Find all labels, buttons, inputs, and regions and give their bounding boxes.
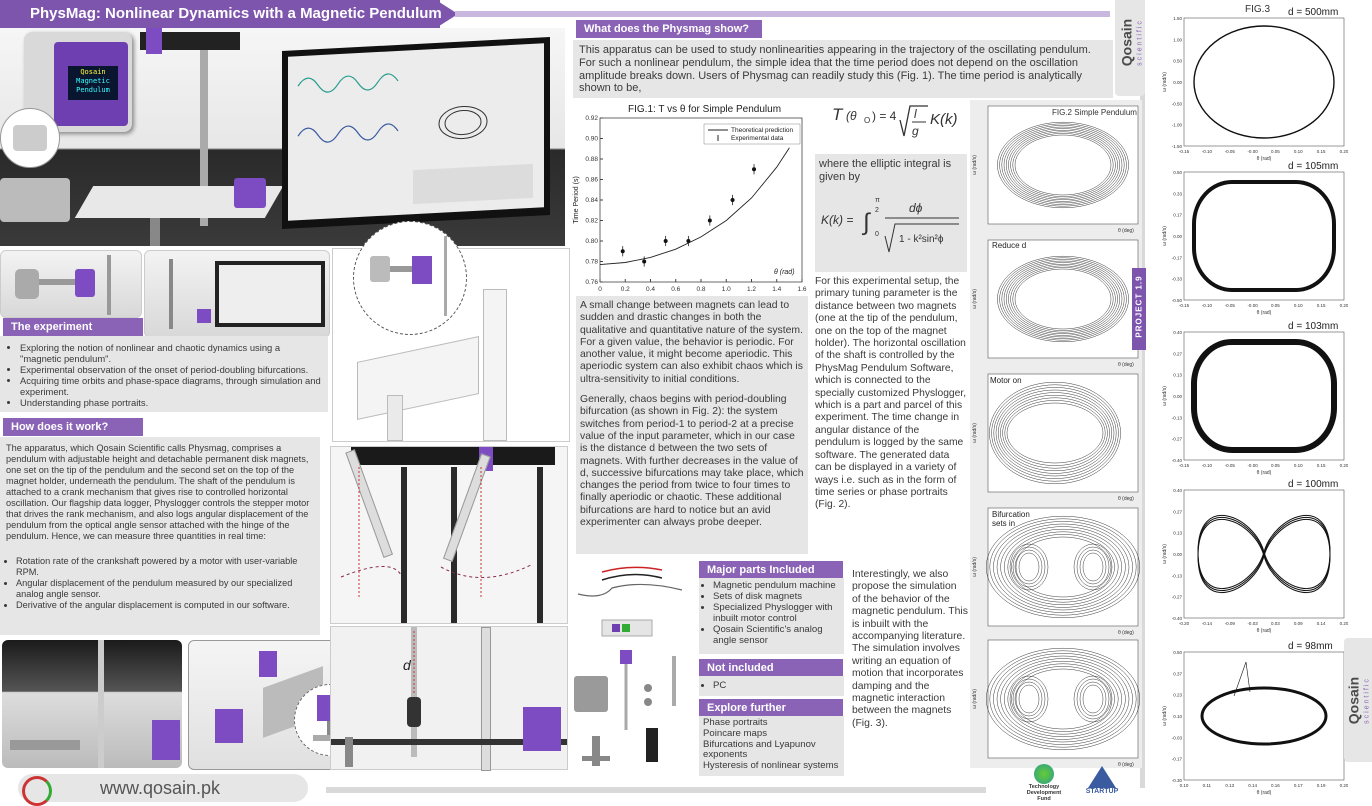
fig1-data-point <box>621 249 625 253</box>
fig1-x-tick-label: 1.0 <box>721 286 731 293</box>
svg-text:T: T <box>832 105 843 124</box>
fig3-y-tick-label: -0.27 <box>1171 594 1182 600</box>
brand-tab-right <box>1344 638 1372 762</box>
fig3-x-tick-label: 0.20 <box>1339 621 1348 626</box>
fig3-x-tick-label: -0.00 <box>1247 463 1258 468</box>
fig3-x-tick-label: 0.09 <box>1293 621 1303 626</box>
fig3-y-tick-label: -0.30 <box>1171 778 1182 783</box>
what-intro-box <box>573 40 1113 98</box>
fig3-x-tick-label: 0.10 <box>1179 783 1189 788</box>
fig3-x-tick-label: -0.05 <box>1224 149 1235 154</box>
svg-text:dϕ: dϕ <box>909 201 923 215</box>
list-item: • Acquiring time orbits and phase-space diagrams, through simulation and experiment. <box>20 375 322 397</box>
fig1-y-tick-label: 0.84 <box>585 197 598 204</box>
fig3-y-tick-label: -0.13 <box>1171 415 1182 421</box>
svg-text:π: π <box>875 197 880 204</box>
fig3-y-tick-label: 0.40 <box>1173 330 1182 335</box>
fig3-y-tick-label: -0.17 <box>1171 255 1182 261</box>
distance-label: d <box>403 657 411 673</box>
fig3-ylabel: ω (rad/s) <box>1162 72 1168 92</box>
fig3-panel-label: d = 105mm <box>1288 161 1339 172</box>
fig3-x-tick-label: 0.16 <box>1271 783 1280 788</box>
fig3-x-tick-label: -0.10 <box>1201 149 1212 154</box>
elliptic-formula <box>819 190 967 268</box>
fig3-y-tick-label: 0.13 <box>1173 372 1182 378</box>
device-screen-line: Qosain <box>80 68 106 76</box>
fig3-y-tick-label: -0.40 <box>1171 616 1182 621</box>
fig3-x-tick-label: 0.15 <box>1316 149 1326 154</box>
page-title: PhysMag: Nonlinear Dynamics with a Magnetic Pendulum <box>30 5 442 22</box>
fig3-y-tick-label: 0.00 <box>1173 394 1182 399</box>
fig3-axes-frame <box>1184 652 1344 780</box>
fig1-chart <box>568 100 812 296</box>
brand-name: Qosain <box>1345 676 1362 725</box>
fig3-y-tick-label: 0.50 <box>1173 58 1182 64</box>
fig3-x-tick-label: 0.13 <box>1225 783 1235 788</box>
fig3-axes-frame <box>1184 18 1344 146</box>
svg-text:) = 4: ) = 4 <box>872 109 897 123</box>
fig3-ylabel: ω (rad/s) <box>1162 544 1168 564</box>
fig3-x-tick-label: -0.15 <box>1178 463 1190 468</box>
fig3-y-tick-label: 0.27 <box>1173 351 1182 357</box>
brand-name: Qosain <box>1118 18 1135 67</box>
fig3-y-tick-label: 0.13 <box>1173 530 1182 536</box>
fig1-y-tick-label: 0.82 <box>585 217 598 225</box>
sensor-inset <box>0 108 60 168</box>
fig1-x-tick-label: 0.6 <box>671 286 681 293</box>
fig3-x-tick-label: 0.20 <box>1339 783 1348 788</box>
fig1-x-tick-label: 0 <box>598 286 602 293</box>
fig3-xlabel: θ (rad) <box>1256 628 1272 634</box>
fig3-x-tick-label: -0.00 <box>1247 149 1258 154</box>
explore-item: Bifurcations and Lyapunov exponents <box>703 738 816 761</box>
chaos-p1: A small change between magnets can lead to sudden and drastic changes in both the qualitative and quantitative nature of the system. For a given value, the behavior is periodic. For another value, it might become aperiodic. This aperiodic system can also exhibit chaos which is ultra-sensitivity to initial conditions. <box>580 300 803 385</box>
fig1-xlabel: θ (rad) <box>774 269 795 276</box>
fig3-xlabel: θ (rad) <box>1256 310 1272 316</box>
fig3-x-tick-label: -0.09 <box>1224 621 1235 626</box>
qosain-logo-top <box>1119 5 1144 81</box>
period-formula <box>824 98 964 156</box>
fig3-y-tick-label: 0.23 <box>1173 692 1182 698</box>
fig3-y-tick-label: -0.13 <box>1171 573 1182 579</box>
fig3-y-tick-label: -0.40 <box>1171 458 1182 463</box>
fig1-legend-label: Experimental data <box>731 135 784 142</box>
not-included-heading: Not included <box>699 659 843 677</box>
fig3-y-tick-label: 0.37 <box>1173 671 1182 677</box>
fig2-axes-frame <box>988 374 1138 492</box>
fig3-y-tick-label: 0.17 <box>1173 212 1182 218</box>
fig2-xlabel: θ (deg) <box>1118 762 1134 768</box>
fig3-y-tick-label: -0.33 <box>1171 276 1182 282</box>
fig3-x-tick-label: 0.05 <box>1271 303 1280 308</box>
brand-sub: scientific <box>1363 677 1371 724</box>
fig3-y-tick-label: 0.00 <box>1173 80 1182 85</box>
svg-text:(θ: (θ <box>846 109 857 123</box>
how-box <box>0 437 320 635</box>
header-rule <box>455 11 1110 17</box>
fig3-y-tick-label: 0.27 <box>1173 509 1182 515</box>
lums-label: STARTUP <box>1085 788 1119 795</box>
list-item: • Understanding phase portraits. <box>20 397 322 408</box>
fig3-x-tick-label: -0.10 <box>1201 463 1212 468</box>
fig3-x-tick-label: 0.19 <box>1316 783 1326 788</box>
list-item: • Qosain Scientific's analog angle sensor <box>713 625 844 647</box>
list-item: • Sets of disk magnets <box>713 592 844 603</box>
explore-heading: Explore further <box>699 699 843 717</box>
fig3-x-tick-label: 0.15 <box>1316 463 1326 468</box>
footer-logo <box>22 776 52 806</box>
fig1-y-tick-label: 0.92 <box>585 115 598 122</box>
svg-text:1 - k²sin²ϕ: 1 - k²sin²ϕ <box>899 234 944 245</box>
fig3-x-tick-label: -0.00 <box>1247 303 1258 308</box>
fig3-x-tick-label: 0.03 <box>1271 621 1280 626</box>
fig3-y-tick-label: 1.00 <box>1173 37 1182 43</box>
fig3-panel-label: d = 500mm <box>1288 7 1339 18</box>
fig1-x-tick-label: 0.2 <box>620 286 630 293</box>
fig3-x-tick-label: 0.05 <box>1271 149 1280 154</box>
fig3-y-tick-label: -1.00 <box>1171 122 1182 128</box>
fig1-data-point <box>752 167 756 171</box>
fig3-y-tick-label: 0.10 <box>1173 714 1182 719</box>
fig1-theory-line <box>600 148 789 265</box>
fig3-xlabel: θ (rad) <box>1256 156 1272 162</box>
svg-text:K(k): K(k) <box>930 111 958 128</box>
chaos-p2: Generally, chaos begins with period-doubling bifurcation (as shown in Fig. 2): the system switches from period-1 to period-2 at a precise value of the input parameter, which in our case is the distance d between the two sets of magnets. With further decreases in the value of d, successive bifurcations may take place, which changes the period from twice to four times to finally aperiodic or chaotic. These additional bifurcations are hard to notice but an avid experimenter can always probe deeper. <box>580 394 804 529</box>
fig3-x-tick-label: 0.20 <box>1339 149 1348 154</box>
parts-photo <box>572 560 694 772</box>
chaos-box <box>576 296 808 554</box>
brand-sub: scientific <box>1136 19 1144 66</box>
fig2-xlabel: θ (deg) <box>1118 362 1134 368</box>
fig3-x-tick-label: -0.05 <box>1224 303 1235 308</box>
qosain-logo-right <box>1346 661 1371 741</box>
fig3-x-tick-label: 0.20 <box>1339 303 1348 308</box>
setup-text: For this experimental setup, the primary tuning parameter is the distance between two magnets (one at the tip of the pendulum, one on the top of the magnet holder). The horizontal oscillation of the shaft is controlled by the PhysMag Pendulum Software, which is connected to the specially customized Physlogger, which is a part and parcel of this experiment. The time change in angular distance of the pendulum is logged by the same software. The generated data can be displayed in a variety of ways i.e. such as in the form of time series or phase portraits (Fig. 2). <box>815 276 967 511</box>
fig2-xlabel: θ (deg) <box>1118 496 1134 502</box>
fig3-title: FIG.3 <box>1245 4 1271 15</box>
fig2-xlabel: θ (deg) <box>1118 630 1134 636</box>
simulation-text: Interestingly, we also propose the simulation of the behavior of the magnetic pendulum. This is inbuilt with the accompanying literature. The simulation involves writing an equation of motion that incorporates damping and the magnetic interaction between the magnets (Fig. 3). <box>852 569 968 729</box>
fig3-x-tick-label: -0.14 <box>1201 621 1212 626</box>
fig3-x-tick-label: -0.10 <box>1201 303 1212 308</box>
fig1-y-tick-label: 0.90 <box>585 135 598 143</box>
base-photo <box>2 640 182 768</box>
project-tag <box>1132 268 1146 350</box>
fig2-chart <box>970 100 1142 768</box>
fig3-x-tick-label: 0.10 <box>1293 149 1303 154</box>
fig2-ylabel: ω (rad/s) <box>972 289 978 309</box>
fig1-data-point <box>731 198 735 202</box>
fig3-xlabel: θ (rad) <box>1256 470 1272 476</box>
fig2-ylabel: ω (rad/s) <box>972 557 978 577</box>
fig1-container <box>568 100 812 296</box>
fig3-x-tick-label: -0.05 <box>1224 463 1235 468</box>
device-screen-line: Magnetic <box>76 77 110 85</box>
fig3-ylabel: ω (rad/s) <box>1162 386 1168 406</box>
footer-url[interactable]: www.qosain.pk <box>100 778 221 798</box>
how-body: The apparatus, which Qosain Scientific calls Physmag, comprises a pendulum with adjustable height and detachable permanent disk magnets, one set on the tip of the pendulum and the second set on the top of the magnet holder, underneath the pendulum. The shaft of the pendulum is attached to a crank mechanism that gives rise to controlled horizontal oscillation. Our flagship data logger, Physlogger controls the stepper motor that drives the rank mechanism, and also logs angular displacement of the pendulum from the optical angle sensor attached with the hinge of the pendulum. Hence, we can measure three quantities in real time: <box>6 443 310 541</box>
svg-text:0: 0 <box>875 231 879 238</box>
not-included-box <box>699 676 844 696</box>
formula-period <box>824 98 964 156</box>
svg-text:∫: ∫ <box>863 209 870 236</box>
monitor-screen <box>288 43 544 220</box>
fig2-label-reduce: Reduce d <box>992 241 1027 250</box>
explore-item: Hysteresis of nonlinear systems <box>703 760 839 772</box>
monitor <box>282 37 550 229</box>
fig3-panel-label: d = 103mm <box>1288 321 1339 332</box>
software-screenshot <box>288 43 544 220</box>
fig3-y-tick-label: -0.17 <box>1171 756 1182 762</box>
fig3-x-tick-label: -0.20 <box>1178 621 1190 626</box>
fig2-axes-frame <box>988 640 1138 758</box>
major-parts-box <box>699 578 844 654</box>
device-screen-line: Pendulum <box>76 86 110 94</box>
list-item: • Exploring the notion of nonlinear and chaotic dynamics using a "magnetic pendulum". <box>20 342 322 364</box>
list-item: • Magnetic pendulum machine <box>713 581 844 592</box>
fig3-y-tick-label: -0.50 <box>1171 101 1182 107</box>
elliptic-text: where the elliptic integral is given by <box>819 158 952 183</box>
fig3-x-tick-label: -0.15 <box>1178 303 1190 308</box>
svg-text:l: l <box>914 107 917 121</box>
fig2-label-motor: Motor on <box>990 376 1022 385</box>
major-parts-heading: Major parts Included <box>699 561 843 579</box>
experiment-box <box>0 336 328 412</box>
fig3-chart <box>1148 0 1348 805</box>
tdf-label: Technology Development Fund <box>1026 784 1062 802</box>
fig3-ylabel: ω (rad/s) <box>1162 226 1168 246</box>
fig1-y-tick-label: 0.80 <box>585 238 598 245</box>
what-heading: What does the Physmag show? <box>576 20 762 38</box>
explore-item: Phase portraits <box>703 717 768 728</box>
experiment-heading: The experiment <box>3 318 143 336</box>
fig1-data-point <box>664 239 668 243</box>
fig3-x-tick-label: 0.10 <box>1293 303 1303 308</box>
apparatus-photo <box>0 28 565 246</box>
fig3-x-tick-label: 0.14 <box>1316 621 1326 626</box>
fig1-x-tick-label: 0.8 <box>696 286 706 293</box>
fig1-ylabel: Time Period (s) <box>573 176 580 224</box>
tdf-logo <box>1022 764 1066 804</box>
svg-text:K(k) =: K(k) = <box>821 213 854 227</box>
brand-tab-top <box>1115 0 1145 96</box>
list-item: • PC <box>713 680 844 691</box>
fig3-y-tick-label: -0.50 <box>1171 298 1182 303</box>
fig1-data-point <box>642 260 646 264</box>
fig3-panel-label: d = 98mm <box>1288 641 1333 652</box>
fig3-y-tick-label: 0.50 <box>1173 650 1182 655</box>
fig1-x-tick-label: 0.4 <box>645 286 656 293</box>
fig1-y-tick-label: 0.76 <box>585 279 598 286</box>
fig1-x-tick-label: 1.2 <box>746 286 757 293</box>
not-included-list <box>699 680 844 691</box>
fig3-x-tick-label: 0.14 <box>1248 783 1257 788</box>
crank-drawing <box>332 248 570 442</box>
fig2-ylabel: ω (rad/s) <box>972 155 978 175</box>
fig2-ylabel: ω (rad/s) <box>972 689 978 709</box>
fig3-y-tick-label: 1.50 <box>1173 16 1182 21</box>
device-screen <box>68 66 118 100</box>
magnet-closeup-photo <box>0 250 142 318</box>
list-item: • Experimental observation of the onset of period-doubling bifurcations. <box>20 364 322 375</box>
fig3-x-tick-label: 0.11 <box>1202 783 1212 788</box>
fig1-x-tick-label: 1.6 <box>797 286 807 293</box>
fig3-y-tick-label: 0.00 <box>1173 552 1182 557</box>
fig3-y-tick-label: 0.40 <box>1173 488 1182 493</box>
svg-text:O: O <box>864 116 871 125</box>
how-heading: How does it work? <box>3 418 143 436</box>
fig3-x-tick-label: 0.15 <box>1316 303 1326 308</box>
explore-box <box>699 716 844 776</box>
footer-rule <box>326 787 986 793</box>
fig3-x-tick-label: -0.15 <box>1178 149 1190 154</box>
fig3-y-tick-label: -0.03 <box>1171 735 1182 741</box>
fig1-data-point <box>686 239 690 243</box>
fig3-xlabel: θ (rad) <box>1256 790 1272 796</box>
fig2-title: FIG.2 Simple Pendulum <box>1052 108 1137 117</box>
list-item: • Specialized Physlogger with inbuilt motor control <box>713 603 844 625</box>
list-item: • Angular displacement of the pendulum measured by our specialized analog angle sensor. <box>16 578 314 600</box>
major-parts-list <box>699 581 844 646</box>
fig3-y-tick-label: 0.33 <box>1173 191 1182 197</box>
elliptic-box <box>815 154 967 272</box>
svg-text:2: 2 <box>875 207 879 214</box>
swing-arc <box>331 447 567 623</box>
list-item: • Derivative of the angular displacement is computed in our software. <box>16 600 314 611</box>
lums-logo <box>1078 766 1126 804</box>
fig2-label-bifurcation: Bifurcation sets in <box>992 510 1030 528</box>
fig3-x-tick-label: 0.10 <box>1293 463 1303 468</box>
crank-zoom-inset <box>353 221 467 335</box>
fig2-xlabel: θ (deg) <box>1118 228 1134 234</box>
fig3-y-tick-label: 0.00 <box>1173 234 1182 239</box>
fig3-ylabel: ω (rad/s) <box>1162 706 1168 726</box>
swing-photo <box>330 446 568 624</box>
setup-overview-photo <box>144 250 330 338</box>
fig3-x-tick-label: 0.20 <box>1339 463 1348 468</box>
fig1-legend-label: Theoretical prediction <box>731 127 794 134</box>
fig1-y-tick-label: 0.88 <box>585 156 598 163</box>
fig3-x-tick-label: -0.03 <box>1247 621 1258 626</box>
explore-item: Poincare maps <box>703 727 767 739</box>
what-intro: This apparatus can be used to study nonlinearities appearing in the trajectory of the oscillating pendulum. For such a nonlinear pendulum, the simple idea that the time period does not depend on the oscillation amplitude breaks down. Users of Physmag can readily study this (Fig. 1). The time period is analytically shown to be, <box>579 44 1091 95</box>
fig3-x-tick-label: 0.05 <box>1271 463 1280 468</box>
fig1-x-tick-label: 1.4 <box>772 286 782 293</box>
svg-text:g: g <box>912 124 919 138</box>
fig2-ylabel: ω (rad/s) <box>972 423 978 443</box>
distance-arrow <box>331 627 567 769</box>
distance-d-photo <box>330 626 568 770</box>
how-list <box>0 556 320 611</box>
project-tag-label: PROJECT 1.9 <box>1134 275 1144 338</box>
fig3-y-tick-label: -1.50 <box>1171 144 1182 149</box>
fig1-y-tick-label: 0.86 <box>585 176 598 184</box>
experiment-list <box>0 342 328 408</box>
fig3-panel-label: d = 100mm <box>1288 479 1339 490</box>
fig1-data-point <box>708 219 712 223</box>
fig1-title: FIG.1: T vs θ for Simple Pendulum <box>628 104 782 115</box>
fig1-y-tick-label: 0.78 <box>585 258 598 266</box>
fig3-x-tick-label: 0.17 <box>1293 783 1303 788</box>
fig3-y-tick-label: -0.27 <box>1171 436 1182 442</box>
list-item: • Rotation rate of the crankshaft powered by a motor with user-variable RPM. <box>16 556 314 578</box>
parts-sketch <box>572 560 694 772</box>
fig3-y-tick-label: 0.50 <box>1173 170 1182 175</box>
